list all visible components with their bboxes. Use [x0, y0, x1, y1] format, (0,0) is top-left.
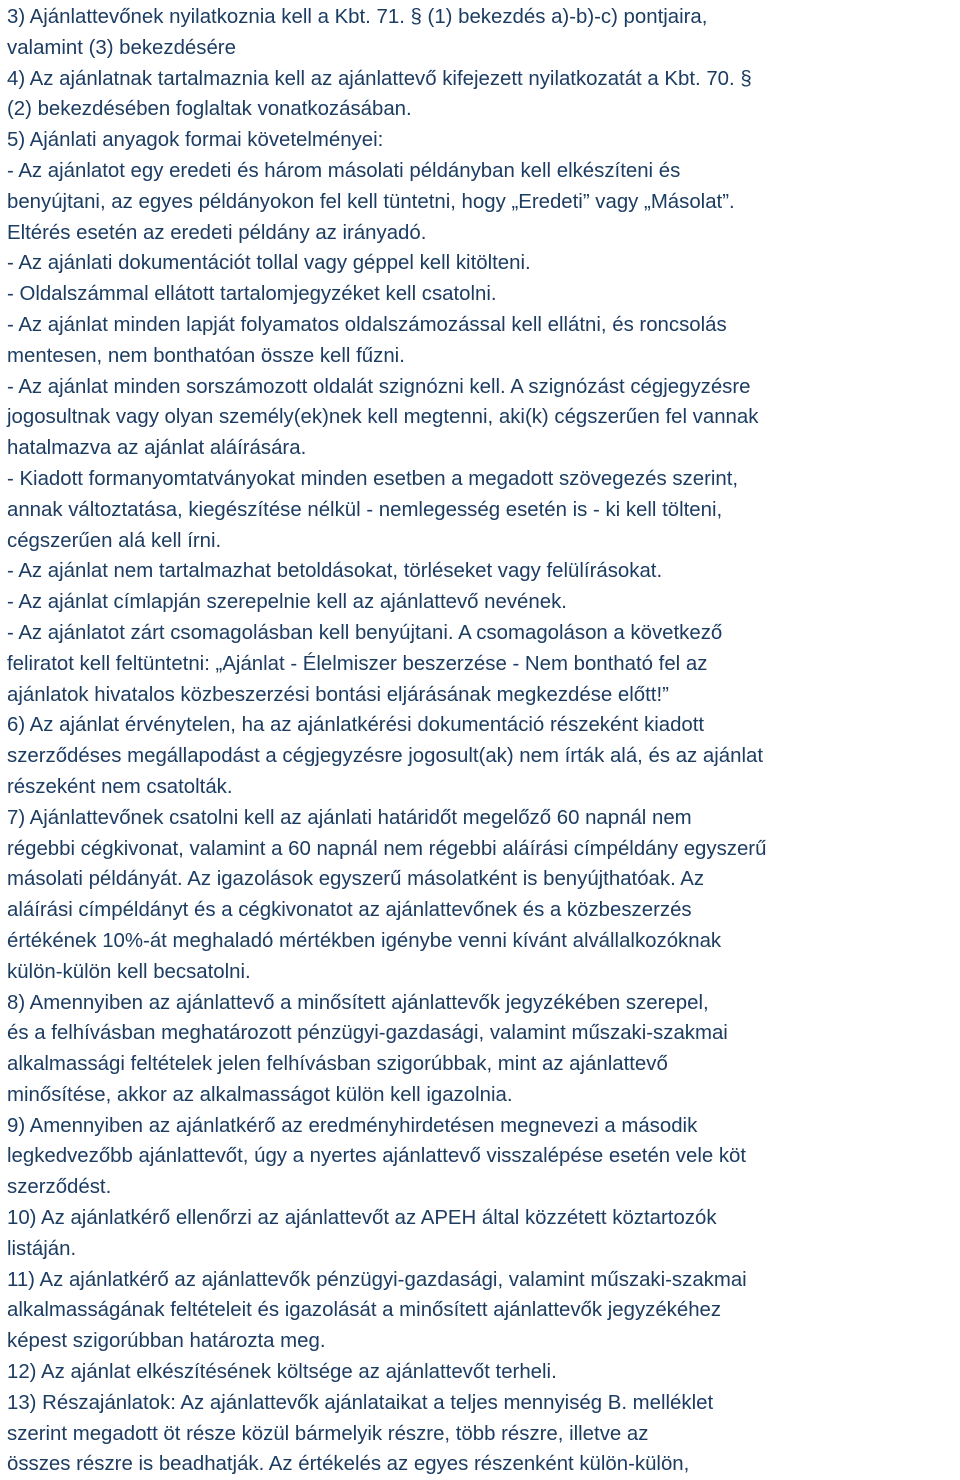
- text-line: hatalmazva az ajánlat aláírására.: [7, 437, 307, 460]
- text-line: összes részre is beadhatják. Az értékelés az egyes részenként külön-külön,: [7, 1453, 690, 1476]
- text-line: 3) Ajánlattevőnek nyilatkoznia kell a Kbt. 71. § (1) bekezdés a)-b)-c) pontjaira,: [7, 6, 708, 28]
- text-line: 11) Az ajánlatkérő az ajánlattevők pénzügyi-gazdasági, valamint műszaki-szakmai: [7, 1268, 747, 1291]
- text-line: 5) Ajánlati anyagok formai követelményei:: [7, 129, 384, 152]
- text-line: 13) Részajánlatok: Az ajánlattevők ajánlataikat a teljes mennyiség B. melléklet: [7, 1391, 714, 1414]
- text-line: 7) Ajánlattevőnek csatolni kell az ajánlati határidőt megelőző 60 napnál nem: [7, 806, 692, 829]
- text-line: szerződéses megállapodást a cégjegyzésre jogosult(ak) nem írták alá, és az ajánlat: [7, 745, 763, 768]
- text-line: 12) Az ajánlat elkészítésének költsége az ajánlattevőt terheli.: [7, 1361, 557, 1384]
- text-line: - Az ajánlat címlapján szerepelnie kell az ajánlattevő nevének.: [7, 591, 567, 614]
- text-line: értékének 10%-át meghaladó mértékben igénybe venni kívánt alvállalkozóknak: [7, 929, 722, 952]
- text-line: - Oldalszámmal ellátott tartalomjegyzéket kell csatolni.: [7, 283, 497, 306]
- text-line: szerint megadott öt része közül bármelyik részre, több részre, illetve az: [7, 1422, 649, 1445]
- text-line: - Az ajánlati dokumentációt tollal vagy géppel kell kitölteni.: [7, 252, 531, 275]
- document-page: [7, 2, 957, 1480]
- text-line: feliratot kell feltüntetni: „Ajánlat - Élelmiszer beszerzése - Nem bontható fel az: [7, 652, 708, 675]
- text-line: - Az ajánlat minden sorszámozott oldalát szignózni kell. A szignózást cégjegyzésre: [7, 375, 751, 398]
- text-line: külön-külön kell becsatolni.: [7, 960, 251, 983]
- text-line: minősítése, akkor az alkalmasságot külön kell igazolnia.: [7, 1083, 513, 1106]
- text-line: mentesen, nem bonthatóan össze kell fűzni.: [7, 344, 405, 367]
- text-line: jogosultnak vagy olyan személy(ek)nek kell megtenni, aki(k) cégszerűen fel vannak: [7, 406, 759, 429]
- text-line: képest szigorúbban határozta meg.: [7, 1330, 326, 1353]
- text-line: listáján.: [7, 1237, 77, 1260]
- text-line: cégszerűen alá kell írni.: [7, 529, 222, 552]
- text-line: alkalmassági feltételek jelen felhívásban szigorúbbak, mint az ajánlattevő: [7, 1053, 668, 1076]
- text-line: ajánlatok hivatalos közbeszerzési bontási eljárásának megkezdése előtt!”: [7, 683, 669, 706]
- text-line: alkalmasságának feltételeit és igazolását a minősített ajánlattevők jegyzékéhez: [7, 1299, 722, 1322]
- text-line: annak változtatása, kiegészítése nélkül - nemlegesség esetén is - ki kell tölteni,: [7, 498, 723, 521]
- text-line: legkedvezőbb ajánlattevőt, úgy a nyertes ajánlattevő visszalépése esetén vele köt: [7, 1145, 747, 1168]
- text-line: 6) Az ajánlat érvénytelen, ha az ajánlatkérési dokumentáció részeként kiadott: [7, 714, 705, 737]
- text-line: - Az ajánlat nem tartalmazhat betoldásokat, törléseket vagy felülírásokat.: [7, 560, 663, 583]
- text-line: 4) Az ajánlatnak tartalmaznia kell az ajánlattevő kifejezett nyilatkozatát a Kbt. 70. §: [7, 67, 752, 90]
- text-line: 9) Amennyiben az ajánlatkérő az eredményhirdetésen megnevezi a második: [7, 1114, 698, 1137]
- text-line: - Az ajánlat minden lapját folyamatos oldalszámozással kell ellátni, és roncsolás: [7, 313, 727, 336]
- text-line: régebbi cégkivonat, valamint a 60 napnál nem régebbi aláírási címpéldány egyszerű: [7, 837, 767, 860]
- text-line: és a felhívásban meghatározott pénzügyi-gazdasági, valamint műszaki-szakmai: [7, 1022, 728, 1045]
- text-line: aláírási címpéldányt és a cégkivonatot az ajánlattevőnek és a közbeszerzés: [7, 899, 692, 922]
- text-line: másolati példányát. Az igazolások egyszerű másolatként is benyújthatóak. Az: [7, 868, 705, 891]
- text-line: benyújtani, az egyes példányokon fel kell tüntetni, hogy „Eredeti” vagy „Másolat”.: [7, 190, 735, 213]
- text-line: - Kiadott formanyomtatványokat minden esetben a megadott szövegezés szerint,: [7, 467, 739, 490]
- text-line: szerződést.: [7, 1176, 112, 1199]
- text-line: Eltérés esetén az eredeti példány az irányadó.: [7, 221, 427, 244]
- text-line: részeként nem csatolták.: [7, 775, 233, 798]
- text-line: valamint (3) bekezdésére: [7, 36, 236, 59]
- text-line: 8) Amennyiben az ajánlattevő a minősített ajánlattevők jegyzékében szerepel,: [7, 991, 709, 1014]
- text-line: 10) Az ajánlatkérő ellenőrzi az ajánlattevőt az APEH által közzétett köztartozók: [7, 1207, 717, 1230]
- text-line: (2) bekezdésében foglaltak vonatkozásában.: [7, 98, 412, 121]
- text-line: - Az ajánlatot zárt csomagolásban kell benyújtani. A csomagoláson a következő: [7, 621, 723, 644]
- text-line: - Az ajánlatot egy eredeti és három másolati példányban kell elkészíteni és: [7, 159, 681, 182]
